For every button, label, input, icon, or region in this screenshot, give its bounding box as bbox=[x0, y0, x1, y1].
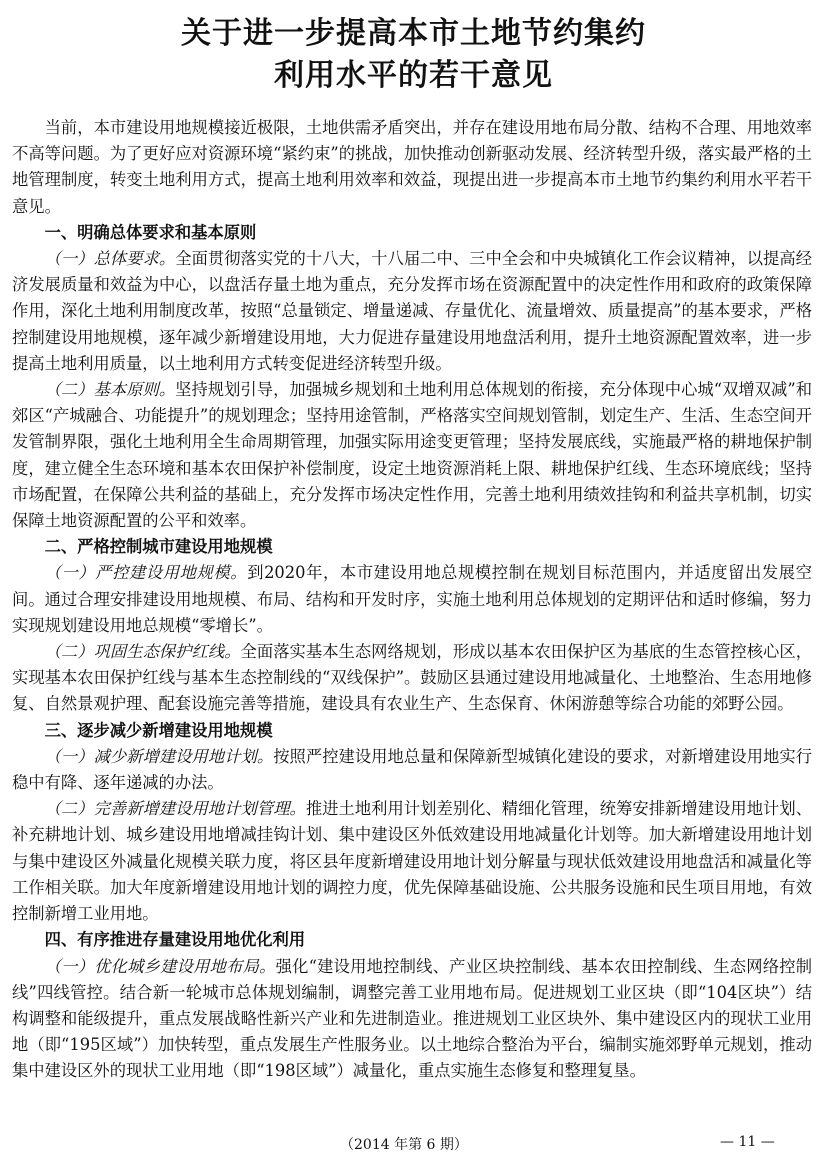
paragraph bbox=[12, 246, 812, 377]
issue-label: （2014 年第 6 期） bbox=[340, 1137, 468, 1153]
paragraph-lead: （二）巩固生态保护红线。 bbox=[44, 642, 241, 662]
paragraph-text: 全面贯彻落实党的十八大，十八届二中、三中全会和中央城镇化工作会议精神，以提高经济发展质量和效益为中心，以盘活存量土地为重点，充分发挥市场在资源配置中的决定性作用和政府的政策保障作用，深化土地利用制度改革，按照“总量锁定、增量递减、存量优化、流量增效、质量提高”的基本要求，严格控制建设用地规模，逐年减少新增建设用地，大力促进存量建设用地盘活利用，提升土地资源配置效率，进一步提高土地利用质量，以土地利用方式转变促进经济转型升级。 bbox=[12, 249, 812, 373]
paragraph-lead: （二）基本原则。 bbox=[44, 380, 176, 400]
section-heading-2: 二、严格控制城市建设用地规模 bbox=[44, 537, 273, 557]
paragraph-text: 强化“建设用地控制线、产业区块控制线、基本农田控制线、生态网络控制线”四线管控。结合新一轮城市总体规划编制，调整完善工业用地布局。促进规划工业区块（即“104区块”）结构调整和能级提升，重点发展战略性新兴产业和先进制造业。推进规划工业区块外、集中建设区内的现状工业用地（即“195区域”）加快转型，重点发展生产性服务业。以土地综合整治为平台，编制实施郊野单元规划，推动集中建设区外的现状工业用地（即“198区域”）减量化，重点实施生态修复和整理复垦。 bbox=[12, 956, 812, 1081]
paragraph bbox=[12, 744, 812, 796]
document-body bbox=[12, 115, 812, 1085]
section-heading-4: 四、有序推进存量建设用地优化利用 bbox=[44, 930, 306, 950]
section-heading-3: 三、逐步减少新增建设用地规模 bbox=[44, 720, 273, 740]
page-number: — 11 — bbox=[720, 1134, 775, 1150]
section-heading-1: 一、明确总体要求和基本原则 bbox=[44, 222, 257, 242]
paragraph-lead: （二）完善新增建设用地计划管理。 bbox=[44, 799, 306, 819]
paragraph bbox=[12, 560, 812, 639]
paragraph bbox=[12, 377, 812, 534]
paragraph-text: 到2020年，本市建设用地总规模控制在规划目标范围内，并适度留出发展空间。通过合理安排建设用地规模、布局、结构和开发时序，实施土地利用总体规划的定期评估和适时修编，努力实现规划建设用地总规模“零增长”。 bbox=[12, 563, 812, 635]
paragraph bbox=[12, 954, 812, 1085]
document-title-line-1: 关于进一步提高本市土地节约集约 bbox=[181, 16, 646, 51]
document-title-line-2: 利用水平的若干意见 bbox=[274, 58, 553, 93]
paragraph-lead: （一）优化城乡建设用地布局。 bbox=[44, 956, 276, 976]
paragraph-lead: （一）总体要求。 bbox=[44, 249, 176, 269]
paragraph-lead: （一）减少新增建设用地计划。 bbox=[44, 746, 274, 766]
paragraph-text: 坚持规划引导，加强城乡规划和土地利用总体规划的衔接，充分体现中心城“双增双减”和郊区“产城融合、功能提升”的规划理念；坚持用途管制，严格落实空间规划管制，划定生产、生活、生态空间开发管制界限，强化土地利用全生命周期管理，加强实际用途变更管理；坚持发展底线，实施最严格的耕地保护制度，建立健全生态环境和基本农田保护补偿制度，设定土地资源消耗上限、耕地保护红线、生态环境底线；坚持市场配置，在保障公共利益的基础上，充分发挥市场决定性作用，完善土地利用绩效挂钩和利益共享机制，切实保障土地资源配置的公平和效率。 bbox=[12, 380, 812, 531]
paragraph bbox=[12, 796, 812, 927]
paragraph-text: 推进土地利用计划差别化、精细化管理，统筹安排新增建设用地计划、补充耕地计划、城乡建设用地增减挂钩计划、集中建设区外低效建设用地减量化计划等。加大新增建设用地计划与集中建设区外减量化规模关联力度，将区县年度新增建设用地计划分解量与现状低效建设用地盘活和减量化等工作相关联。加大年度新增建设用地计划的调控力度，优先保障基础设施、公共服务设施和民生项目用地，有效控制新增工业用地。 bbox=[12, 799, 812, 924]
paragraph-text: 按照严控建设用地总量和保障新型城镇化建设的要求，对新增建设用地实行稳中有降、逐年递减的办法。 bbox=[12, 746, 812, 793]
paragraph-text: 全面落实基本生态网络规划，形成以基本农田保护区为基底的生态管控核心区，实现基本农田保护红线与基本生态控制线的“双线保护”。鼓励区县通过建设用地减量化、土地整治、生态用地修复、自然景观护理、配套设施完善等措施，建设具有农业生产、生态保育、休闲游憩等综合功能的郊野公园。 bbox=[12, 642, 812, 714]
paragraph bbox=[12, 639, 812, 718]
paragraph-lead: （一）严控建设用地规模。 bbox=[44, 563, 248, 583]
intro-paragraph: 当前，本市建设用地规模接近极限，土地供需矛盾突出，并存在建设用地布局分散、结构不合理、用地效率不高等问题。为了更好应对资源环境“紧约束”的挑战，加快推动创新驱动发展、经济转型升级，落实最严格的土地管理制度，转变土地利用方式，提高土地利用效率和效益，现提出进一步提高本市土地节约集约利用水平若干意见。 bbox=[12, 118, 812, 216]
